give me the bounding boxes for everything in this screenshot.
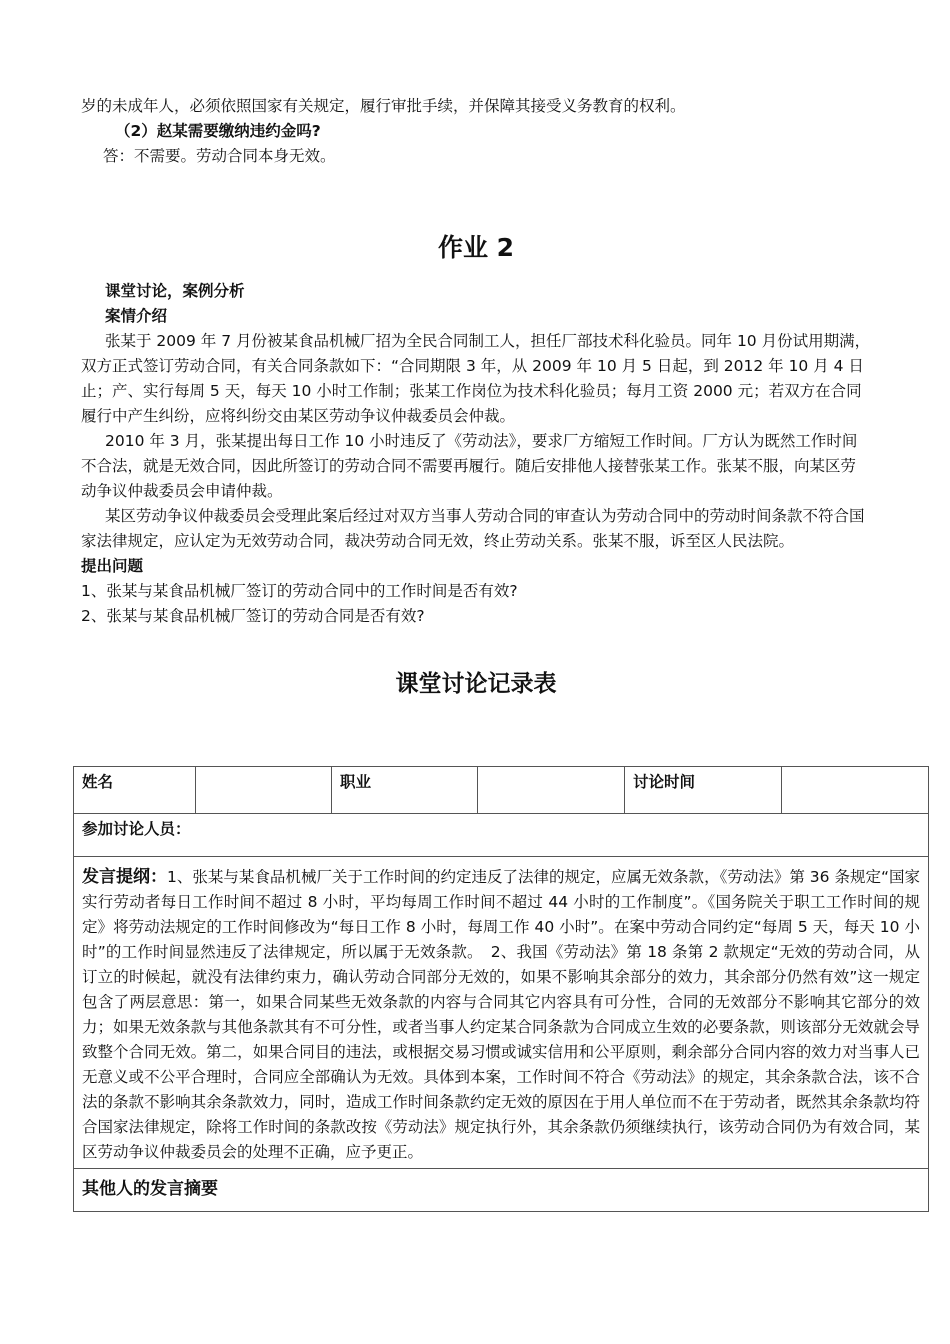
name-label: 姓名 [74, 767, 196, 814]
speech-outline-text: 1、张某与某食品机械厂关于工作时间的约定违反了法律的规定，应属无效条款，《劳动法》第 36 条规定“国家实行劳动者每日工作时间不超过 8 小时，平均每周工作时间不超过 44 小时的工作制度”。《国务院关于职工工作时间的规定》将劳动法规定的工作时间修改为“每日工作 8 小时，每周工作 40 小时”。在案中劳动合同约定“每周 5 天，每天 10 小时”的工作时间显然违反了法律规定，所以属于无效条款。 2、我国《劳动法》第 18 条第 2 款规定“无效的劳动合同，从订立的时候起，就没有法律约束力，确认劳动合同部分无效的，如果不影响其余部分的效力，其余部分仍然有效”这一规定包含了两层意思：第一，如果合同某些无效条款的内容与合同其它内容具有可分性，合同的无效部分不影响其它部分的效力；如果无效条款与其他条款其有不可分性，或者当事人约定某合同条款为合同成立生效的必要条款，则该部分无效就会导致整个合同无效。第二，如果合同目的违法，或根据交易习惯或诚实信用和公平原则，剩余部分合同内容的效力对当事人已无意义或不公平合理时，合同应全部确认为无效。具体到本案，工作时间不符合《劳动法》的规定，其余条款合法，该不合法的条款不影响其余条款效力，同时，造成工作时间条款约定无效的原因在于用人单位而不在于劳动者，既然其余条款均符合国家法律规定，除将工作时间的条款改按《劳动法》规定执行外，其余条款仍须继续执行，该劳动合同仍为有效合同，某区劳动争议仲裁委员会的处理不正确，应予更正。 [82, 868, 920, 1161]
job-label: 职业 [332, 767, 478, 814]
subtitle-case-intro: 案情介绍 [105, 307, 168, 325]
others-summary-label[interactable]: 其他人的发言摘要 [74, 1169, 929, 1212]
table-row [74, 767, 929, 814]
questions-heading: 提出问题 [81, 557, 144, 575]
discussion-time-label: 讨论时间 [625, 767, 782, 814]
discussion-time-cell[interactable] [782, 767, 929, 814]
question-2: 2、张某与某食品机械厂签订的劳动合同是否有效? [81, 607, 425, 625]
discussion-record-table [73, 766, 929, 1212]
question-1: 1、张某与某食品机械厂签订的劳动合同中的工作时间是否有效? [81, 582, 518, 600]
job-cell[interactable] [478, 767, 625, 814]
table-row [74, 814, 929, 857]
top-line: 岁的未成年人，必须依照国家有关规定，履行审批手续，并保障其接受义务教育的权利。 [81, 97, 686, 115]
table-row [74, 857, 929, 1169]
case-paragraph-2: 2010 年 3 月，张某提出每日工作 10 小时违反了《劳动法》，要求厂方缩短工作时间。厂方认为既然工作时间不合法，就是无效合同，因此所签订的劳动合同不需要再履行。随后安排他人接替张某工作。张某不服，向某区劳动争议仲裁委员会申请仲裁。 [81, 432, 858, 500]
case-paragraph-1: 张某于 2009 年 7 月份被某食品机械厂招为全民合同制工人，担任厂部技术科化验员。同年 10 月份试用期满，双方正式签订劳动合同，有关合同条款如下：“合同期限 3 年，从 2009 年 10 月 5 日起，到 2012 年 10 月 4 日止；产、实行每周 5 天，每天 10 小时工作制；张某工作岗位为技术科化验员；每月工资 2000 元；若双方在合同履行中产生纠纷，应将纠纷交由某区劳动争议仲裁委员会仲裁。 [81, 332, 871, 425]
speech-outline-cell[interactable] [74, 857, 929, 1169]
answer-2: 答：不需要。劳动合同本身无效。 [103, 147, 336, 165]
record-table-title: 课堂讨论记录表 [395, 671, 557, 697]
table-row [74, 1169, 929, 1212]
assignment-title: 作业 2 [437, 233, 515, 262]
name-cell[interactable] [196, 767, 332, 814]
participants-label[interactable]: 参加讨论人员： [74, 814, 929, 857]
case-paragraph-3: 某区劳动争议仲裁委员会受理此案后经过对双方当事人劳动合同的审查认为劳动合同中的劳动时间条款不符合国家法律规定，应认定为无效劳动合同，裁决劳动合同无效，终止劳动关系。张某不服，诉至区人民法院。 [81, 507, 865, 550]
document-body [81, 94, 871, 703]
question-2-heading: （2）赵某需要缴纳违约金吗? [115, 122, 321, 140]
speech-outline-label: 发言提纲： [82, 867, 168, 887]
subtitle-discussion: 课堂讨论，案例分析 [105, 282, 245, 300]
